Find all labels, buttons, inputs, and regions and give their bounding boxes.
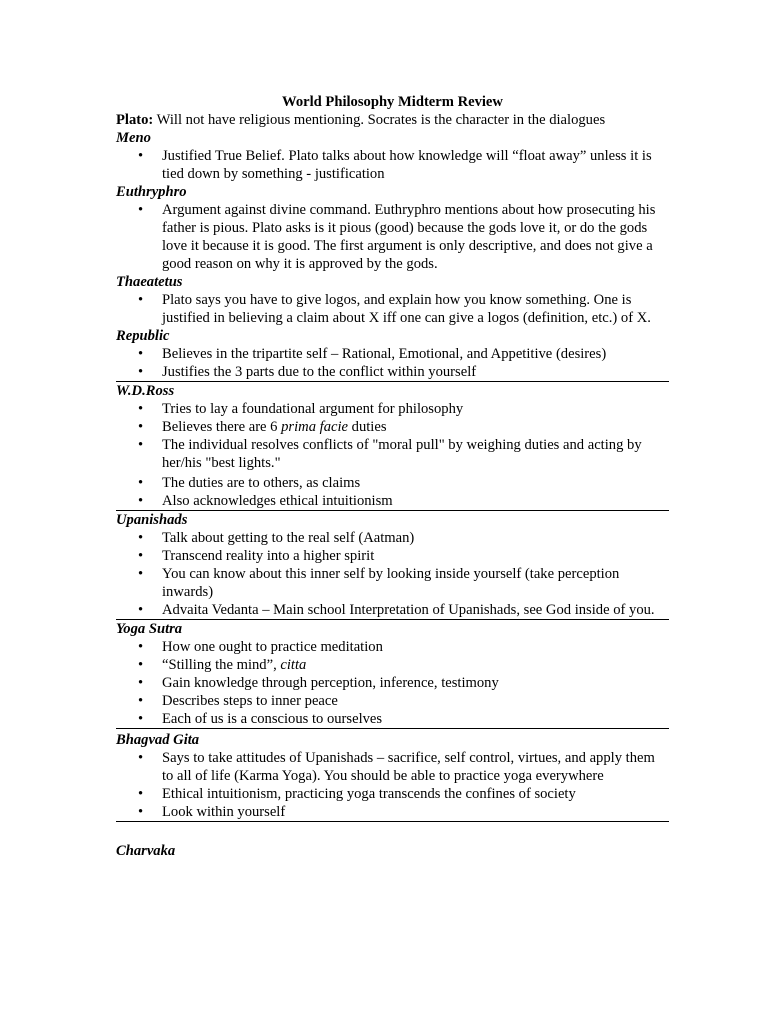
section-heading: Thaeatetus xyxy=(116,274,183,290)
list-item: • Tries to lay a foundational argument for philosophy xyxy=(116,400,669,418)
section-republic xyxy=(116,327,669,382)
list-item-text: Believes there are 6 xyxy=(162,419,282,435)
section-bhagvadgita xyxy=(116,731,669,822)
list-item-text: duties xyxy=(348,419,387,435)
section-heading: Euthryphro xyxy=(116,184,187,200)
list-item: • Talk about getting to the real self (Aatman) xyxy=(116,529,669,547)
list-item: • Also acknowledges ethical intuitionism xyxy=(116,492,669,510)
list-item: • Justifies the 3 parts due to the conflict within yourself xyxy=(116,363,669,381)
section-heading-charvaka: Charvaka xyxy=(116,843,176,859)
section-thaeatetus xyxy=(116,273,669,327)
list-item: • Ethical intuitionism, practicing yoga transcends the confines of society xyxy=(116,785,669,803)
list-item: • Describes steps to inner peace xyxy=(116,692,669,710)
spacer xyxy=(116,822,669,842)
document-body xyxy=(116,93,669,860)
section-heading: Yoga Sutra xyxy=(116,621,183,637)
list-item: • Plato says you have to give logos, and explain how you know something. One is justified in believing a claim about X iff one can give a logos (definition, etc.) of X. xyxy=(116,291,669,327)
intro-text: Will not have religious mentioning. Socrates is the character in the dialogues xyxy=(153,112,606,128)
list-item: • Look within yourself xyxy=(116,803,669,821)
list-item: • The duties are to others, as claims xyxy=(116,474,669,492)
section-heading: Meno xyxy=(116,130,151,146)
page-title: World Philosophy Midterm Review xyxy=(282,94,503,110)
list-item-text: “Stilling the mind”, xyxy=(162,657,281,673)
list-item: • How one ought to practice meditation xyxy=(116,638,669,656)
list-item xyxy=(116,418,669,436)
section-heading: Bhagvad Gita xyxy=(116,732,200,748)
section-heading: Republic xyxy=(116,328,170,344)
bullet-list xyxy=(116,400,669,511)
list-item: • Transcend reality into a higher spirit xyxy=(116,547,669,565)
bullet-list xyxy=(116,291,669,327)
section-wdross xyxy=(116,382,669,511)
section-upanishads xyxy=(116,511,669,620)
list-item: • Advaita Vedanta – Main school Interpretation of Upanishads, see God inside of you. xyxy=(116,601,669,619)
bullet-list xyxy=(116,201,669,273)
bullet-list xyxy=(116,345,669,382)
section-meno xyxy=(116,129,669,183)
list-item: • Gain knowledge through perception, inference, testimony xyxy=(116,674,669,692)
list-item: • The individual resolves conflicts of "moral pull" by weighing duties and acting by her/his "best lights." xyxy=(116,436,669,472)
list-item: • Believes in the tripartite self – Rational, Emotional, and Appetitive (desires) xyxy=(116,345,669,363)
section-euthryphro xyxy=(116,183,669,273)
intro-line xyxy=(116,111,669,129)
bullet-list xyxy=(116,529,669,620)
list-item-emphasis: citta xyxy=(280,657,307,673)
list-item: • Justified True Belief. Plato talks about how knowledge will “float away” unless it is tied down by something - justification xyxy=(116,147,669,183)
list-item: • Each of us is a conscious to ourselves xyxy=(116,710,669,728)
bullet-list xyxy=(116,749,669,822)
bullet-list xyxy=(116,147,669,183)
list-item: • Argument against divine command. Euthryphro mentions about how prosecuting his father is pious. Plato asks is it pious (good) because the gods love it, or do the gods love it because it is good. The first argument is only descriptive, and does not give a good reason on why it is approved by the gods. xyxy=(116,201,669,273)
section-heading: Upanishads xyxy=(116,512,188,528)
list-item-emphasis: prima facie xyxy=(281,419,349,435)
list-item xyxy=(116,656,669,674)
intro-label: Plato: xyxy=(116,112,154,128)
bullet-list xyxy=(116,638,669,729)
section-heading: W.D.Ross xyxy=(116,383,175,399)
list-item: • You can know about this inner self by looking inside yourself (take perception inwards) xyxy=(116,565,669,601)
section-yogasutra xyxy=(116,620,669,729)
list-item: • Says to take attitudes of Upanishads – sacrifice, self control, virtues, and apply them to all of life (Karma Yoga). You should be able to practice yoga everywhere xyxy=(116,749,669,785)
